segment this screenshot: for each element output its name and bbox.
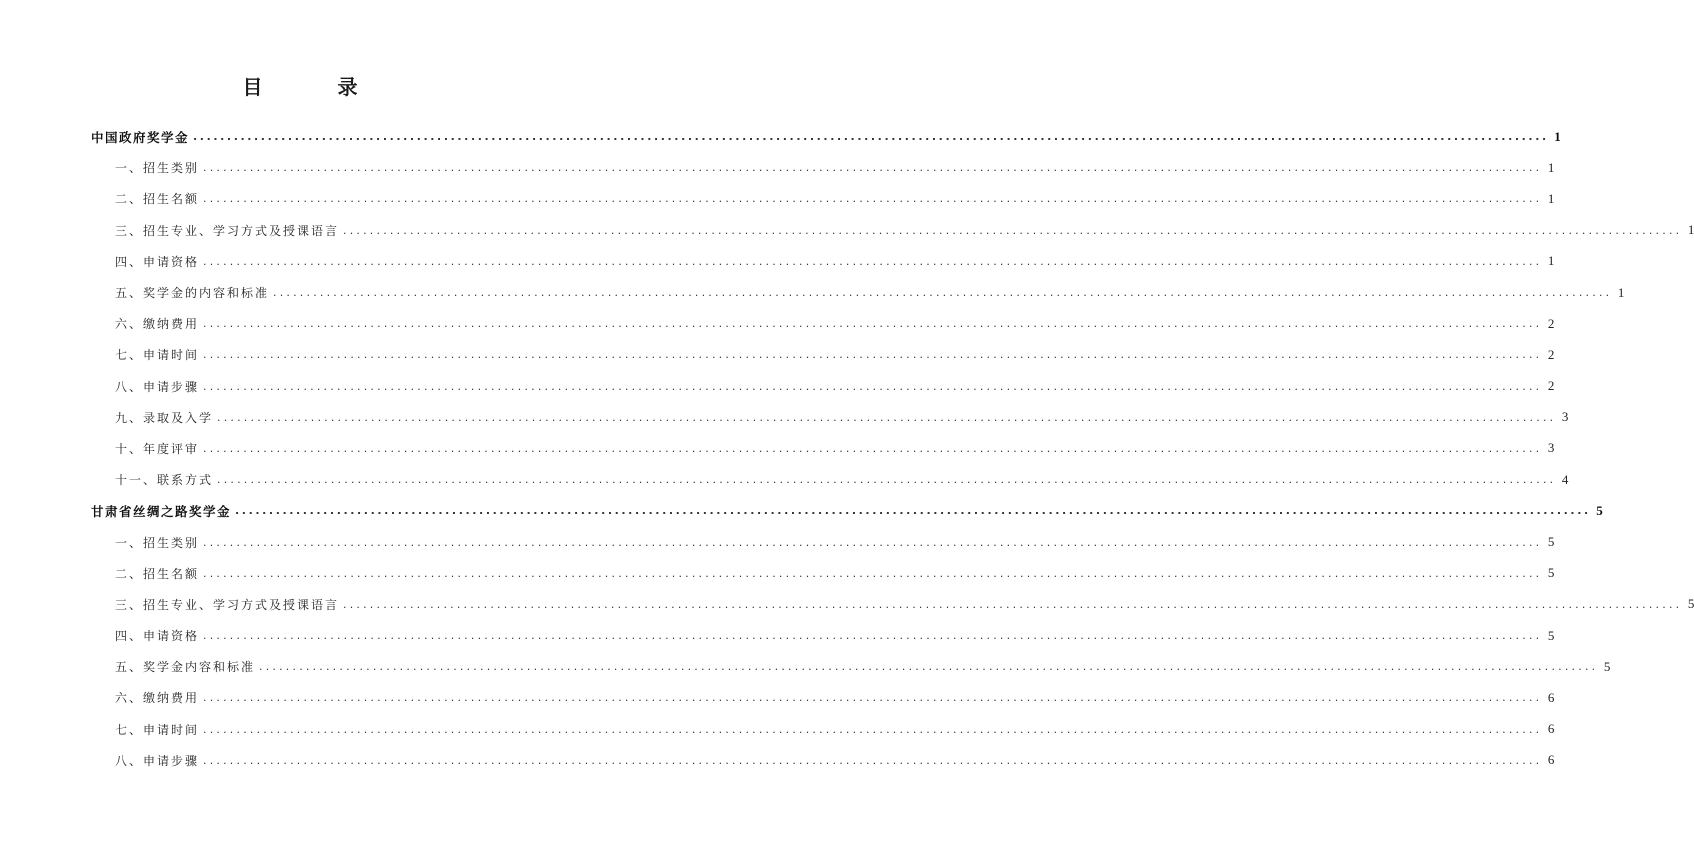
toc-dot-leader: ........................................................................................................................................................................................................ (343, 223, 1683, 237)
toc-page-number: 5 (1687, 596, 1694, 612)
toc-page-number: 1 (1547, 159, 1555, 175)
toc-dot-leader: ........................................................................................................................................................................................................ (203, 317, 1543, 331)
toc-page-number: 2 (1547, 315, 1555, 331)
toc-dot-leader: ........................................................................................................................................................................................................ (203, 566, 1543, 580)
toc-dot-leader: ........................................................................................................................................................................................................ (203, 192, 1543, 206)
toc-dot-leader: ........................................................................................................................................................................................................ (203, 535, 1543, 549)
toc-page-number: 6 (1547, 689, 1555, 705)
toc-entry-label: 中国政府奖学金 (91, 129, 190, 145)
toc-subsection-entry[interactable] (91, 526, 1555, 557)
toc-entry-label: 一、招生类别 (115, 161, 200, 176)
toc-page-number: 2 (1547, 378, 1555, 394)
toc-subsection-entry[interactable] (91, 714, 1555, 745)
toc-dot-leader: ........................................................................................................................................................................................................ (193, 130, 1549, 144)
toc-entry-label: 四、申请资格 (115, 629, 200, 644)
toc-dot-leader: ........................................................................................................................................................................................................ (203, 161, 1543, 175)
toc-subsection-entry[interactable] (91, 183, 1555, 214)
toc-page-number: 4 (1561, 471, 1569, 487)
toc-entry-label: 七、申请时间 (115, 348, 200, 363)
toc-subsection-entry[interactable] (91, 558, 1555, 589)
toc-entry-label: 五、奖学金的内容和标准 (115, 286, 270, 301)
toc-entry-label: 九、录取及入学 (115, 410, 214, 425)
toc-dot-leader: ........................................................................................................................................................................................................ (203, 441, 1543, 455)
toc-subsection-entry[interactable] (91, 371, 1555, 402)
toc-dot-leader: ........................................................................................................................................................................................................ (273, 286, 1613, 300)
toc-dot-leader: ........................................................................................................................................................................................................ (203, 254, 1543, 268)
toc-entry-label: 二、招生名额 (115, 192, 200, 207)
toc-page-number: 2 (1547, 346, 1555, 362)
toc-entry-label: 十、年度评审 (115, 441, 200, 456)
toc-page-number: 1 (1617, 284, 1625, 300)
toc-entry-label: 五、奖学金内容和标准 (115, 660, 256, 675)
toc-entry-label: 甘肃省丝绸之路奖学金 (91, 503, 232, 519)
toc-dot-leader: ........................................................................................................................................................................................................ (203, 629, 1543, 643)
toc-entry-label: 二、招生名额 (115, 566, 200, 581)
toc-page-number: 1 (1547, 190, 1555, 206)
toc-subsection-entry[interactable] (91, 246, 1555, 277)
toc-subsection-entry[interactable] (91, 464, 1569, 495)
toc-dot-leader: ........................................................................................................................................................................................................ (343, 597, 1683, 611)
toc-subsection-entry[interactable] (91, 589, 1694, 620)
toc-subsection-entry[interactable] (91, 215, 1694, 246)
toc-entry-label: 三、招生专业、学习方式及授课语言 (115, 223, 340, 238)
toc-subsection-entry[interactable] (91, 308, 1555, 339)
toc-section-entry[interactable] (91, 495, 1603, 526)
toc-page-number: 3 (1561, 409, 1569, 425)
toc-entry-label: 一、招生类别 (115, 535, 200, 550)
toc-subsection-entry[interactable] (91, 620, 1555, 651)
toc-entry-label: 八、申请步骤 (115, 379, 200, 394)
toc-page-number: 1 (1687, 222, 1694, 238)
toc-page-number: 5 (1547, 565, 1555, 581)
toc-subsection-entry[interactable] (91, 682, 1555, 713)
toc-dot-leader: ........................................................................................................................................................................................................ (259, 660, 1599, 674)
toc-page-number: 5 (1603, 658, 1611, 674)
toc-dot-leader: ........................................................................................................................................................................................................ (203, 753, 1543, 767)
toc-dot-leader: ........................................................................................................................................................................................................ (203, 722, 1543, 736)
toc-dot-leader: ........................................................................................................................................................................................................ (217, 473, 1557, 487)
toc-page-number: 1 (1554, 128, 1561, 144)
toc-subsection-entry[interactable] (91, 651, 1611, 682)
toc-dot-leader: ........................................................................................................................................................................................................ (203, 379, 1543, 393)
toc-entry-label: 六、缴纳费用 (115, 317, 200, 332)
toc-entry-label: 四、申请资格 (115, 254, 200, 269)
toc-page-number: 3 (1547, 440, 1555, 456)
toc-dot-leader: ........................................................................................................................................................................................................ (235, 504, 1591, 518)
toc-dot-leader: ........................................................................................................................................................................................................ (203, 691, 1543, 705)
toc-page-number: 5 (1596, 502, 1603, 518)
toc-page-number: 6 (1547, 721, 1555, 737)
toc-subsection-entry[interactable] (91, 745, 1555, 776)
toc-page-number: 6 (1547, 752, 1555, 768)
toc-subsection-entry[interactable] (91, 402, 1569, 433)
toc-page-number: 5 (1547, 534, 1555, 550)
toc-subsection-entry[interactable] (91, 277, 1625, 308)
toc-entry-label: 十一、联系方式 (115, 473, 214, 488)
toc-dot-leader: ........................................................................................................................................................................................................ (217, 410, 1557, 424)
toc-section-entry[interactable] (91, 121, 1561, 152)
toc-dot-leader: ........................................................................................................................................................................................................ (203, 348, 1543, 362)
toc-page-number: 5 (1547, 627, 1555, 643)
toc-entry-label: 八、申请步骤 (115, 753, 200, 768)
page-title: 目 录 (242, 75, 392, 99)
toc-entry-label: 六、缴纳费用 (115, 691, 200, 706)
toc-subsection-entry[interactable] (91, 152, 1555, 183)
toc-subsection-entry[interactable] (91, 433, 1555, 464)
toc-entry-label: 三、招生专业、学习方式及授课语言 (115, 597, 340, 612)
toc-subsection-entry[interactable] (91, 339, 1555, 370)
table-of-contents (91, 121, 1694, 776)
toc-page-number: 1 (1547, 253, 1555, 269)
toc-entry-label: 七、申请时间 (115, 722, 200, 737)
